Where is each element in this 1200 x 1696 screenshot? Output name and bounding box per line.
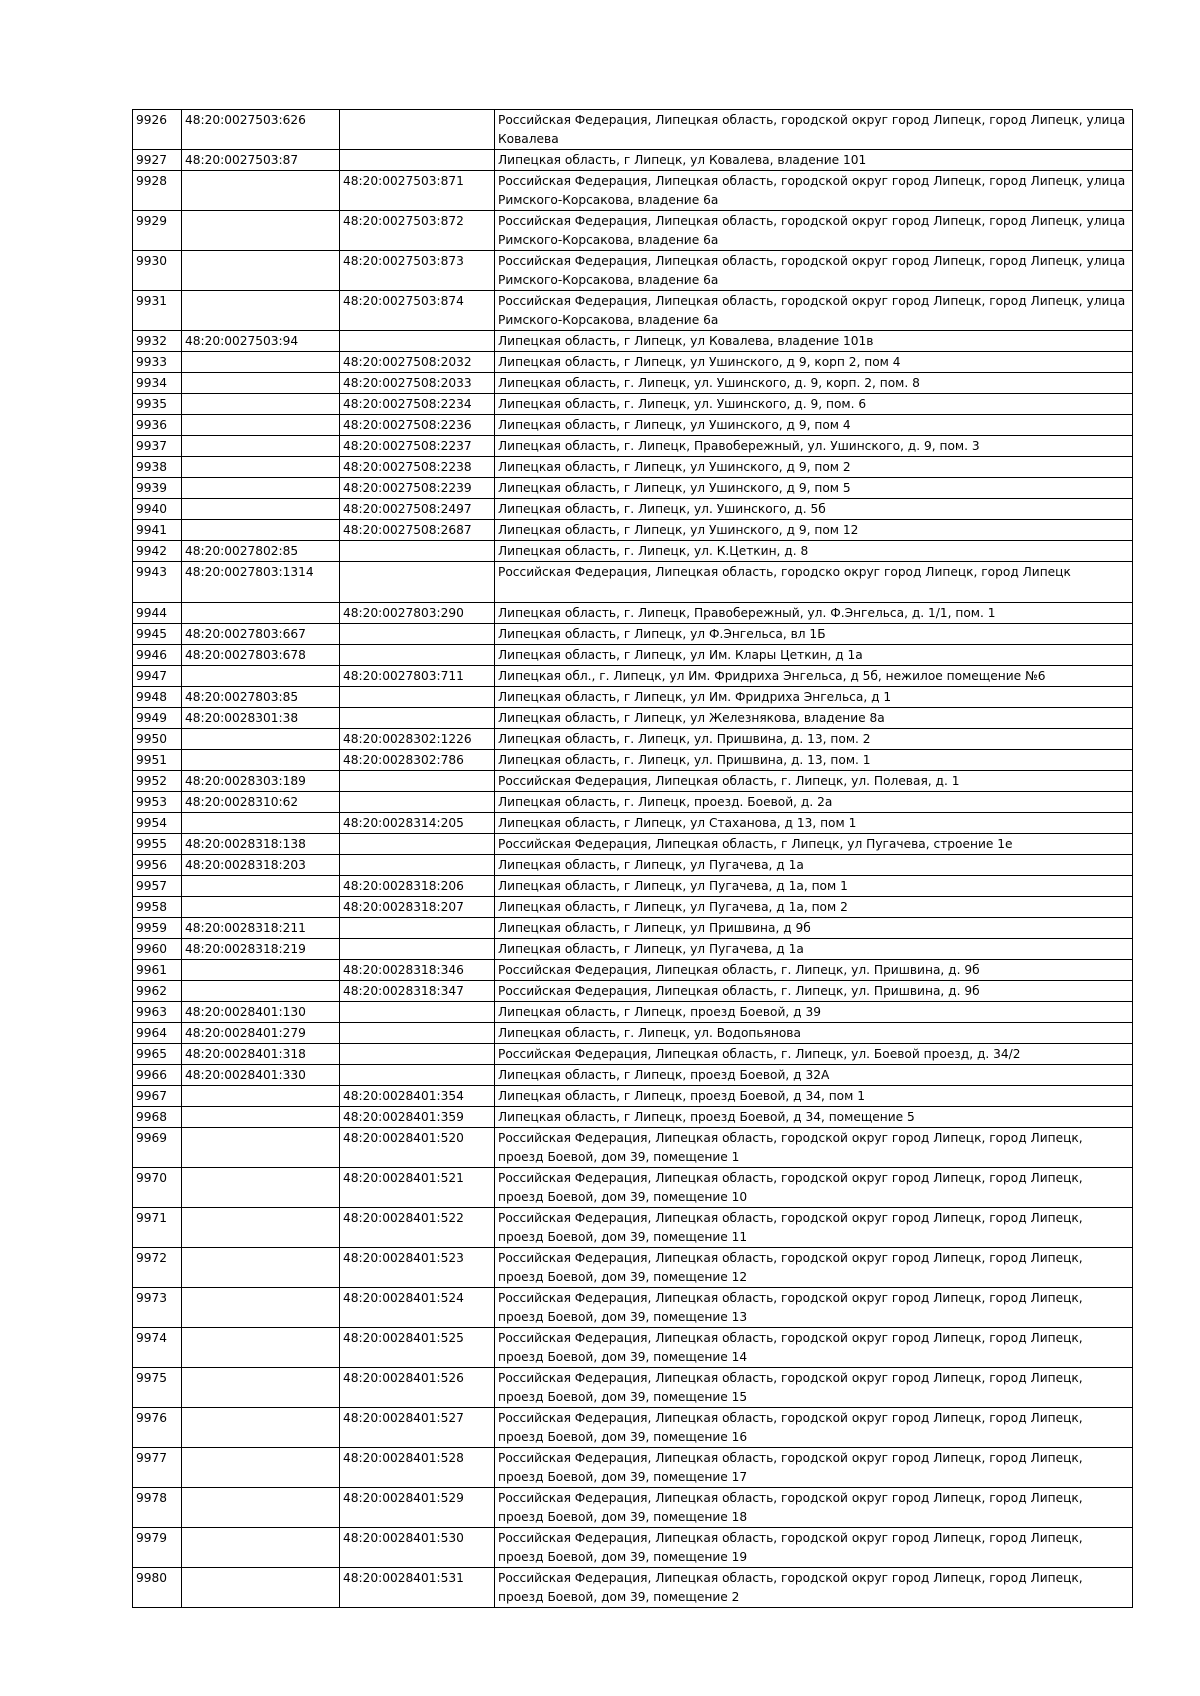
table-row bbox=[133, 211, 1133, 251]
row-number-cell: 9956 bbox=[133, 855, 182, 876]
land-cadastral-number-cell bbox=[182, 603, 340, 624]
row-number-cell: 9937 bbox=[133, 436, 182, 457]
address-cell: Российская Федерация, Липецкая область, г. Липецк, ул. Полевая, д. 1 bbox=[495, 771, 1133, 792]
row-number-cell: 9934 bbox=[133, 373, 182, 394]
land-cadastral-number-cell: 48:20:0027803:667 bbox=[182, 624, 340, 645]
object-cadastral-number-cell bbox=[340, 150, 495, 171]
land-cadastral-number-cell bbox=[182, 1248, 340, 1288]
row-number-cell: 9979 bbox=[133, 1528, 182, 1568]
land-cadastral-number-cell: 48:20:0027803:85 bbox=[182, 687, 340, 708]
object-cadastral-number-cell: 48:20:0027508:2236 bbox=[340, 415, 495, 436]
table-row bbox=[133, 1368, 1133, 1408]
object-cadastral-number-cell bbox=[340, 562, 495, 603]
land-cadastral-number-cell bbox=[182, 1208, 340, 1248]
land-cadastral-number-cell bbox=[182, 981, 340, 1002]
table-row bbox=[133, 1208, 1133, 1248]
row-number-cell: 9946 bbox=[133, 645, 182, 666]
table-row bbox=[133, 478, 1133, 499]
address-cell: Липецкая область, г Липецк, ул Стаханова, д 13, пом 1 bbox=[495, 813, 1133, 834]
land-cadastral-number-cell: 48:20:0028401:130 bbox=[182, 1002, 340, 1023]
table-row bbox=[133, 771, 1133, 792]
address-cell: Российская Федерация, Липецкая область, городской округ город Липецк, город Липецк, проезд Боевой, дом 39, помещение 2 bbox=[495, 1568, 1133, 1608]
table-row bbox=[133, 1288, 1133, 1328]
object-cadastral-number-cell: 48:20:0027503:873 bbox=[340, 251, 495, 291]
land-cadastral-number-cell: 48:20:0028303:189 bbox=[182, 771, 340, 792]
address-cell: Липецкая область, г. Липецк, ул. Ушинского, д. 9, корп. 2, пом. 8 bbox=[495, 373, 1133, 394]
object-cadastral-number-cell: 48:20:0028401:526 bbox=[340, 1368, 495, 1408]
object-cadastral-number-cell: 48:20:0027803:711 bbox=[340, 666, 495, 687]
table-row bbox=[133, 1488, 1133, 1528]
address-cell: Российская Федерация, Липецкая область, городской округ город Липецк, город Липецк, проезд Боевой, дом 39, помещение 18 bbox=[495, 1488, 1133, 1528]
table-row bbox=[133, 1023, 1133, 1044]
object-cadastral-number-cell: 48:20:0028401:523 bbox=[340, 1248, 495, 1288]
object-cadastral-number-cell: 48:20:0028401:522 bbox=[340, 1208, 495, 1248]
address-cell: Липецкая область, г Липецк, ул Пугачева, д 1а, пом 2 bbox=[495, 897, 1133, 918]
object-cadastral-number-cell: 48:20:0028318:347 bbox=[340, 981, 495, 1002]
row-number-cell: 9928 bbox=[133, 171, 182, 211]
object-cadastral-number-cell: 48:20:0028318:207 bbox=[340, 897, 495, 918]
object-cadastral-number-cell bbox=[340, 110, 495, 150]
address-cell: Липецкая область, г. Липецк, Правобережный, ул. Ушинского, д. 9, пом. 3 bbox=[495, 436, 1133, 457]
land-cadastral-number-cell bbox=[182, 1568, 340, 1608]
address-cell: Российская Федерация, Липецкая область, г Липецк, ул Пугачева, строение 1е bbox=[495, 834, 1133, 855]
land-cadastral-number-cell bbox=[182, 352, 340, 373]
table-row bbox=[133, 291, 1133, 331]
row-number-cell: 9959 bbox=[133, 918, 182, 939]
address-cell: Липецкая область, г Липецк, ул Ушинского, д 9, пом 2 bbox=[495, 457, 1133, 478]
address-cell: Липецкая область, г Липецк, ул Им. Фридриха Энгельса, д 1 bbox=[495, 687, 1133, 708]
land-cadastral-number-cell bbox=[182, 1128, 340, 1168]
land-cadastral-number-cell bbox=[182, 750, 340, 771]
row-number-cell: 9927 bbox=[133, 150, 182, 171]
object-cadastral-number-cell bbox=[340, 792, 495, 813]
object-cadastral-number-cell bbox=[340, 771, 495, 792]
land-cadastral-number-cell bbox=[182, 729, 340, 750]
row-number-cell: 9936 bbox=[133, 415, 182, 436]
land-cadastral-number-cell: 48:20:0028318:219 bbox=[182, 939, 340, 960]
table-row bbox=[133, 729, 1133, 750]
row-number-cell: 9926 bbox=[133, 110, 182, 150]
table-row bbox=[133, 1448, 1133, 1488]
address-cell: Липецкая область, г. Липецк, проезд. Боевой, д. 2а bbox=[495, 792, 1133, 813]
address-cell: Липецкая область, г Липецк, ул Пугачева, д 1а bbox=[495, 939, 1133, 960]
table-row bbox=[133, 813, 1133, 834]
table-row bbox=[133, 394, 1133, 415]
row-number-cell: 9949 bbox=[133, 708, 182, 729]
object-cadastral-number-cell bbox=[340, 1002, 495, 1023]
address-cell: Липецкая область, г Липецк, ул Ушинского, д 9, пом 12 bbox=[495, 520, 1133, 541]
address-cell: Российская Федерация, Липецкая область, городской округ город Липецк, город Липецк, проезд Боевой, дом 39, помещение 15 bbox=[495, 1368, 1133, 1408]
land-cadastral-number-cell bbox=[182, 813, 340, 834]
object-cadastral-number-cell: 48:20:0028318:206 bbox=[340, 876, 495, 897]
object-cadastral-number-cell bbox=[340, 624, 495, 645]
row-number-cell: 9947 bbox=[133, 666, 182, 687]
address-cell: Липецкая область, г Липецк, ул Пугачева, д 1а, пом 1 bbox=[495, 876, 1133, 897]
address-cell: Российская Федерация, Липецкая область, г. Липецк, ул. Пришвина, д. 9б bbox=[495, 981, 1133, 1002]
table-row bbox=[133, 457, 1133, 478]
address-cell: Липецкая область, г. Липецк, ул. К.Цеткин, д. 8 bbox=[495, 541, 1133, 562]
address-cell: Липецкая область, г Липецк, ул Ф.Энгельса, вл 1Б bbox=[495, 624, 1133, 645]
row-number-cell: 9965 bbox=[133, 1044, 182, 1065]
land-cadastral-number-cell bbox=[182, 394, 340, 415]
object-cadastral-number-cell: 48:20:0028401:354 bbox=[340, 1086, 495, 1107]
registry-table-body bbox=[133, 110, 1133, 1608]
address-cell: Российская Федерация, Липецкая область, городской округ город Липецк, город Липецк, проезд Боевой, дом 39, помещение 16 bbox=[495, 1408, 1133, 1448]
table-row bbox=[133, 792, 1133, 813]
table-row bbox=[133, 1568, 1133, 1608]
table-row bbox=[133, 1065, 1133, 1086]
object-cadastral-number-cell bbox=[340, 939, 495, 960]
row-number-cell: 9953 bbox=[133, 792, 182, 813]
table-row bbox=[133, 624, 1133, 645]
table-row bbox=[133, 1107, 1133, 1128]
object-cadastral-number-cell: 48:20:0027508:2234 bbox=[340, 394, 495, 415]
address-cell: Липецкая область, г. Липецк, ул. Водопьянова bbox=[495, 1023, 1133, 1044]
land-cadastral-number-cell bbox=[182, 478, 340, 499]
address-cell: Российская Федерация, Липецкая область, городской округ город Липецк, город Липецк, проезд Боевой, дом 39, помещение 1 bbox=[495, 1128, 1133, 1168]
address-cell: Российская Федерация, Липецкая область, г. Липецк, ул. Пришвина, д. 9б bbox=[495, 960, 1133, 981]
address-cell: Российская Федерация, Липецкая область, городской округ город Липецк, город Липецк, проезд Боевой, дом 39, помещение 12 bbox=[495, 1248, 1133, 1288]
row-number-cell: 9929 bbox=[133, 211, 182, 251]
object-cadastral-number-cell: 48:20:0027508:2238 bbox=[340, 457, 495, 478]
table-row bbox=[133, 415, 1133, 436]
land-cadastral-number-cell bbox=[182, 373, 340, 394]
address-cell: Российская Федерация, Липецкая область, г. Липецк, ул. Боевой проезд, д. 34/2 bbox=[495, 1044, 1133, 1065]
land-cadastral-number-cell bbox=[182, 1107, 340, 1128]
object-cadastral-number-cell: 48:20:0027508:2032 bbox=[340, 352, 495, 373]
row-number-cell: 9964 bbox=[133, 1023, 182, 1044]
table-row bbox=[133, 876, 1133, 897]
land-cadastral-number-cell: 48:20:0028318:211 bbox=[182, 918, 340, 939]
row-number-cell: 9974 bbox=[133, 1328, 182, 1368]
land-cadastral-number-cell bbox=[182, 1086, 340, 1107]
land-cadastral-number-cell bbox=[182, 1488, 340, 1528]
land-cadastral-number-cell bbox=[182, 520, 340, 541]
land-cadastral-number-cell bbox=[182, 457, 340, 478]
table-row bbox=[133, 1086, 1133, 1107]
row-number-cell: 9971 bbox=[133, 1208, 182, 1248]
land-cadastral-number-cell bbox=[182, 1328, 340, 1368]
row-number-cell: 9935 bbox=[133, 394, 182, 415]
table-row bbox=[133, 855, 1133, 876]
object-cadastral-number-cell: 48:20:0028314:205 bbox=[340, 813, 495, 834]
land-cadastral-number-cell bbox=[182, 171, 340, 211]
address-cell: Российская Федерация, Липецкая область, городской округ город Липецк, город Липецк, улица Римского-Корсакова, владение 6а bbox=[495, 251, 1133, 291]
table-row bbox=[133, 110, 1133, 150]
row-number-cell: 9954 bbox=[133, 813, 182, 834]
table-row bbox=[133, 1128, 1133, 1168]
land-cadastral-number-cell bbox=[182, 436, 340, 457]
object-cadastral-number-cell bbox=[340, 834, 495, 855]
object-cadastral-number-cell bbox=[340, 645, 495, 666]
table-row bbox=[133, 436, 1133, 457]
table-row bbox=[133, 499, 1133, 520]
land-cadastral-number-cell: 48:20:0028401:318 bbox=[182, 1044, 340, 1065]
land-cadastral-number-cell bbox=[182, 499, 340, 520]
row-number-cell: 9966 bbox=[133, 1065, 182, 1086]
address-cell: Российская Федерация, Липецкая область, городской округ город Липецк, город Липецк, проезд Боевой, дом 39, помещение 14 bbox=[495, 1328, 1133, 1368]
land-cadastral-number-cell: 48:20:0028318:138 bbox=[182, 834, 340, 855]
table-row bbox=[133, 251, 1133, 291]
land-cadastral-number-cell bbox=[182, 897, 340, 918]
object-cadastral-number-cell bbox=[340, 708, 495, 729]
table-row bbox=[133, 541, 1133, 562]
land-cadastral-number-cell bbox=[182, 1168, 340, 1208]
table-row bbox=[133, 645, 1133, 666]
land-cadastral-number-cell: 48:20:0028401:279 bbox=[182, 1023, 340, 1044]
address-cell: Российская Федерация, Липецкая область, городской округ город Липецк, город Липецк, проезд Боевой, дом 39, помещение 17 bbox=[495, 1448, 1133, 1488]
object-cadastral-number-cell: 48:20:0027803:290 bbox=[340, 603, 495, 624]
table-row bbox=[133, 687, 1133, 708]
land-cadastral-number-cell bbox=[182, 291, 340, 331]
address-cell: Липецкая область, г Липецк, проезд Боевой, д 39 bbox=[495, 1002, 1133, 1023]
object-cadastral-number-cell bbox=[340, 687, 495, 708]
land-cadastral-number-cell bbox=[182, 1288, 340, 1328]
object-cadastral-number-cell: 48:20:0027503:871 bbox=[340, 171, 495, 211]
row-number-cell: 9975 bbox=[133, 1368, 182, 1408]
object-cadastral-number-cell: 48:20:0028401:530 bbox=[340, 1528, 495, 1568]
row-number-cell: 9940 bbox=[133, 499, 182, 520]
land-cadastral-number-cell: 48:20:0028301:38 bbox=[182, 708, 340, 729]
land-cadastral-number-cell: 48:20:0027802:85 bbox=[182, 541, 340, 562]
object-cadastral-number-cell bbox=[340, 918, 495, 939]
address-cell: Липецкая область, г Липецк, ул Ушинского, д 9, пом 4 bbox=[495, 415, 1133, 436]
land-cadastral-number-cell bbox=[182, 1408, 340, 1448]
row-number-cell: 9973 bbox=[133, 1288, 182, 1328]
address-cell: Липецкая область, г. Липецк, ул. Пришвина, д. 13, пом. 2 bbox=[495, 729, 1133, 750]
object-cadastral-number-cell: 48:20:0028302:1226 bbox=[340, 729, 495, 750]
address-cell: Липецкая область, г Липецк, ул Железнякова, владение 8а bbox=[495, 708, 1133, 729]
row-number-cell: 9968 bbox=[133, 1107, 182, 1128]
object-cadastral-number-cell: 48:20:0028401:529 bbox=[340, 1488, 495, 1528]
address-cell: Российская Федерация, Липецкая область, городско округ город Липецк, город Липецк bbox=[495, 562, 1133, 603]
table-row bbox=[133, 562, 1133, 603]
row-number-cell: 9945 bbox=[133, 624, 182, 645]
object-cadastral-number-cell: 48:20:0028401:527 bbox=[340, 1408, 495, 1448]
row-number-cell: 9951 bbox=[133, 750, 182, 771]
table-row bbox=[133, 1408, 1133, 1448]
row-number-cell: 9931 bbox=[133, 291, 182, 331]
table-row bbox=[133, 352, 1133, 373]
row-number-cell: 9930 bbox=[133, 251, 182, 291]
address-cell: Липецкая область, г Липецк, проезд Боевой, д 32А bbox=[495, 1065, 1133, 1086]
object-cadastral-number-cell bbox=[340, 855, 495, 876]
address-cell: Липецкая область, г Липецк, ул Ковалева, владение 101в bbox=[495, 331, 1133, 352]
address-cell: Липецкая область, г. Липецк, Правобережный, ул. Ф.Энгельса, д. 1/1, пом. 1 bbox=[495, 603, 1133, 624]
row-number-cell: 9955 bbox=[133, 834, 182, 855]
object-cadastral-number-cell bbox=[340, 1044, 495, 1065]
table-row bbox=[133, 897, 1133, 918]
row-number-cell: 9933 bbox=[133, 352, 182, 373]
table-row bbox=[133, 1168, 1133, 1208]
land-cadastral-number-cell bbox=[182, 876, 340, 897]
land-cadastral-number-cell: 48:20:0027803:1314 bbox=[182, 562, 340, 603]
row-number-cell: 9952 bbox=[133, 771, 182, 792]
object-cadastral-number-cell: 48:20:0027503:874 bbox=[340, 291, 495, 331]
table-row bbox=[133, 1528, 1133, 1568]
table-row bbox=[133, 1002, 1133, 1023]
object-cadastral-number-cell: 48:20:0027508:2237 bbox=[340, 436, 495, 457]
row-number-cell: 9939 bbox=[133, 478, 182, 499]
object-cadastral-number-cell: 48:20:0027508:2687 bbox=[340, 520, 495, 541]
row-number-cell: 9967 bbox=[133, 1086, 182, 1107]
object-cadastral-number-cell: 48:20:0028401:520 bbox=[340, 1128, 495, 1168]
land-cadastral-number-cell: 48:20:0027503:626 bbox=[182, 110, 340, 150]
table-row bbox=[133, 373, 1133, 394]
land-cadastral-number-cell bbox=[182, 1368, 340, 1408]
row-number-cell: 9969 bbox=[133, 1128, 182, 1168]
address-cell: Липецкая область, г Липецк, проезд Боевой, д 34, помещение 5 bbox=[495, 1107, 1133, 1128]
address-cell: Липецкая область, г Липецк, проезд Боевой, д 34, пом 1 bbox=[495, 1086, 1133, 1107]
object-cadastral-number-cell bbox=[340, 1023, 495, 1044]
object-cadastral-number-cell: 48:20:0027508:2497 bbox=[340, 499, 495, 520]
row-number-cell: 9962 bbox=[133, 981, 182, 1002]
address-cell: Липецкая область, г Липецк, ул Им. Клары Цеткин, д 1а bbox=[495, 645, 1133, 666]
table-row bbox=[133, 960, 1133, 981]
address-cell: Липецкая обл., г. Липецк, ул Им. Фридриха Энгельса, д 5б, нежилое помещение №6 bbox=[495, 666, 1133, 687]
row-number-cell: 9980 bbox=[133, 1568, 182, 1608]
land-cadastral-number-cell bbox=[182, 960, 340, 981]
address-cell: Липецкая область, г Липецк, ул Пугачева, д 1а bbox=[495, 855, 1133, 876]
object-cadastral-number-cell: 48:20:0028302:786 bbox=[340, 750, 495, 771]
address-cell: Российская Федерация, Липецкая область, городской округ город Липецк, город Липецк, улица Римского-Корсакова, владение 6а bbox=[495, 291, 1133, 331]
address-cell: Российская Федерация, Липецкая область, городской округ город Липецк, город Липецк, проезд Боевой, дом 39, помещение 19 bbox=[495, 1528, 1133, 1568]
land-cadastral-number-cell: 48:20:0027503:94 bbox=[182, 331, 340, 352]
row-number-cell: 9932 bbox=[133, 331, 182, 352]
address-cell: Липецкая область, г. Липецк, ул. Пришвина, д. 13, пом. 1 bbox=[495, 750, 1133, 771]
row-number-cell: 9978 bbox=[133, 1488, 182, 1528]
land-cadastral-number-cell bbox=[182, 1528, 340, 1568]
table-row bbox=[133, 520, 1133, 541]
table-row bbox=[133, 150, 1133, 171]
address-cell: Липецкая область, г Липецк, ул Пришвина, д 9б bbox=[495, 918, 1133, 939]
row-number-cell: 9977 bbox=[133, 1448, 182, 1488]
table-row bbox=[133, 918, 1133, 939]
row-number-cell: 9944 bbox=[133, 603, 182, 624]
table-row bbox=[133, 750, 1133, 771]
land-cadastral-number-cell bbox=[182, 251, 340, 291]
address-cell: Российская Федерация, Липецкая область, городской округ город Липецк, город Липецк, проезд Боевой, дом 39, помещение 11 bbox=[495, 1208, 1133, 1248]
land-cadastral-number-cell bbox=[182, 415, 340, 436]
row-number-cell: 9960 bbox=[133, 939, 182, 960]
table-row bbox=[133, 939, 1133, 960]
address-cell: Липецкая область, г. Липецк, ул. Ушинского, д. 9, пом. 6 bbox=[495, 394, 1133, 415]
table-row bbox=[133, 1044, 1133, 1065]
address-cell: Липецкая область, г Липецк, ул Ушинского, д 9, пом 5 bbox=[495, 478, 1133, 499]
object-cadastral-number-cell: 48:20:0028401:531 bbox=[340, 1568, 495, 1608]
object-cadastral-number-cell: 48:20:0028401:524 bbox=[340, 1288, 495, 1328]
row-number-cell: 9958 bbox=[133, 897, 182, 918]
object-cadastral-number-cell: 48:20:0028318:346 bbox=[340, 960, 495, 981]
table-row bbox=[133, 666, 1133, 687]
object-cadastral-number-cell bbox=[340, 541, 495, 562]
address-cell: Российская Федерация, Липецкая область, городской округ город Липецк, город Липецк, улица Ковалева bbox=[495, 110, 1133, 150]
table-row bbox=[133, 331, 1133, 352]
row-number-cell: 9948 bbox=[133, 687, 182, 708]
land-cadastral-number-cell bbox=[182, 666, 340, 687]
table-row bbox=[133, 981, 1133, 1002]
row-number-cell: 9943 bbox=[133, 562, 182, 603]
object-cadastral-number-cell: 48:20:0028401:525 bbox=[340, 1328, 495, 1368]
row-number-cell: 9961 bbox=[133, 960, 182, 981]
row-number-cell: 9970 bbox=[133, 1168, 182, 1208]
land-cadastral-number-cell: 48:20:0028401:330 bbox=[182, 1065, 340, 1086]
object-cadastral-number-cell: 48:20:0027508:2239 bbox=[340, 478, 495, 499]
table-row bbox=[133, 708, 1133, 729]
address-cell: Российская Федерация, Липецкая область, городской округ город Липецк, город Липецк, проезд Боевой, дом 39, помещение 13 bbox=[495, 1288, 1133, 1328]
object-cadastral-number-cell: 48:20:0028401:521 bbox=[340, 1168, 495, 1208]
object-cadastral-number-cell: 48:20:0028401:359 bbox=[340, 1107, 495, 1128]
object-cadastral-number-cell: 48:20:0028401:528 bbox=[340, 1448, 495, 1488]
address-cell: Российская Федерация, Липецкая область, городской округ город Липецк, город Липецк, улица Римского-Корсакова, владение 6а bbox=[495, 211, 1133, 251]
object-cadastral-number-cell bbox=[340, 331, 495, 352]
table-row bbox=[133, 603, 1133, 624]
row-number-cell: 9963 bbox=[133, 1002, 182, 1023]
land-cadastral-number-cell: 48:20:0028318:203 bbox=[182, 855, 340, 876]
row-number-cell: 9938 bbox=[133, 457, 182, 478]
land-cadastral-number-cell bbox=[182, 1448, 340, 1488]
row-number-cell: 9976 bbox=[133, 1408, 182, 1448]
address-cell: Липецкая область, г. Липецк, ул. Ушинского, д. 5б bbox=[495, 499, 1133, 520]
address-cell: Липецкая область, г Липецк, ул Ушинского, д 9, корп 2, пом 4 bbox=[495, 352, 1133, 373]
address-cell: Липецкая область, г Липецк, ул Ковалева, владение 101 bbox=[495, 150, 1133, 171]
address-cell: Российская Федерация, Липецкая область, городской округ город Липецк, город Липецк, улица Римского-Корсакова, владение 6а bbox=[495, 171, 1133, 211]
address-cell: Российская Федерация, Липецкая область, городской округ город Липецк, город Липецк, проезд Боевой, дом 39, помещение 10 bbox=[495, 1168, 1133, 1208]
object-cadastral-number-cell: 48:20:0027503:872 bbox=[340, 211, 495, 251]
row-number-cell: 9942 bbox=[133, 541, 182, 562]
table-row bbox=[133, 1248, 1133, 1288]
land-cadastral-number-cell bbox=[182, 211, 340, 251]
row-number-cell: 9957 bbox=[133, 876, 182, 897]
table-row bbox=[133, 834, 1133, 855]
registry-table bbox=[132, 109, 1133, 1608]
row-number-cell: 9941 bbox=[133, 520, 182, 541]
row-number-cell: 9972 bbox=[133, 1248, 182, 1288]
land-cadastral-number-cell: 48:20:0027503:87 bbox=[182, 150, 340, 171]
table-row bbox=[133, 1328, 1133, 1368]
land-cadastral-number-cell: 48:20:0028310:62 bbox=[182, 792, 340, 813]
row-number-cell: 9950 bbox=[133, 729, 182, 750]
object-cadastral-number-cell: 48:20:0027508:2033 bbox=[340, 373, 495, 394]
table-row bbox=[133, 171, 1133, 211]
land-cadastral-number-cell: 48:20:0027803:678 bbox=[182, 645, 340, 666]
object-cadastral-number-cell bbox=[340, 1065, 495, 1086]
